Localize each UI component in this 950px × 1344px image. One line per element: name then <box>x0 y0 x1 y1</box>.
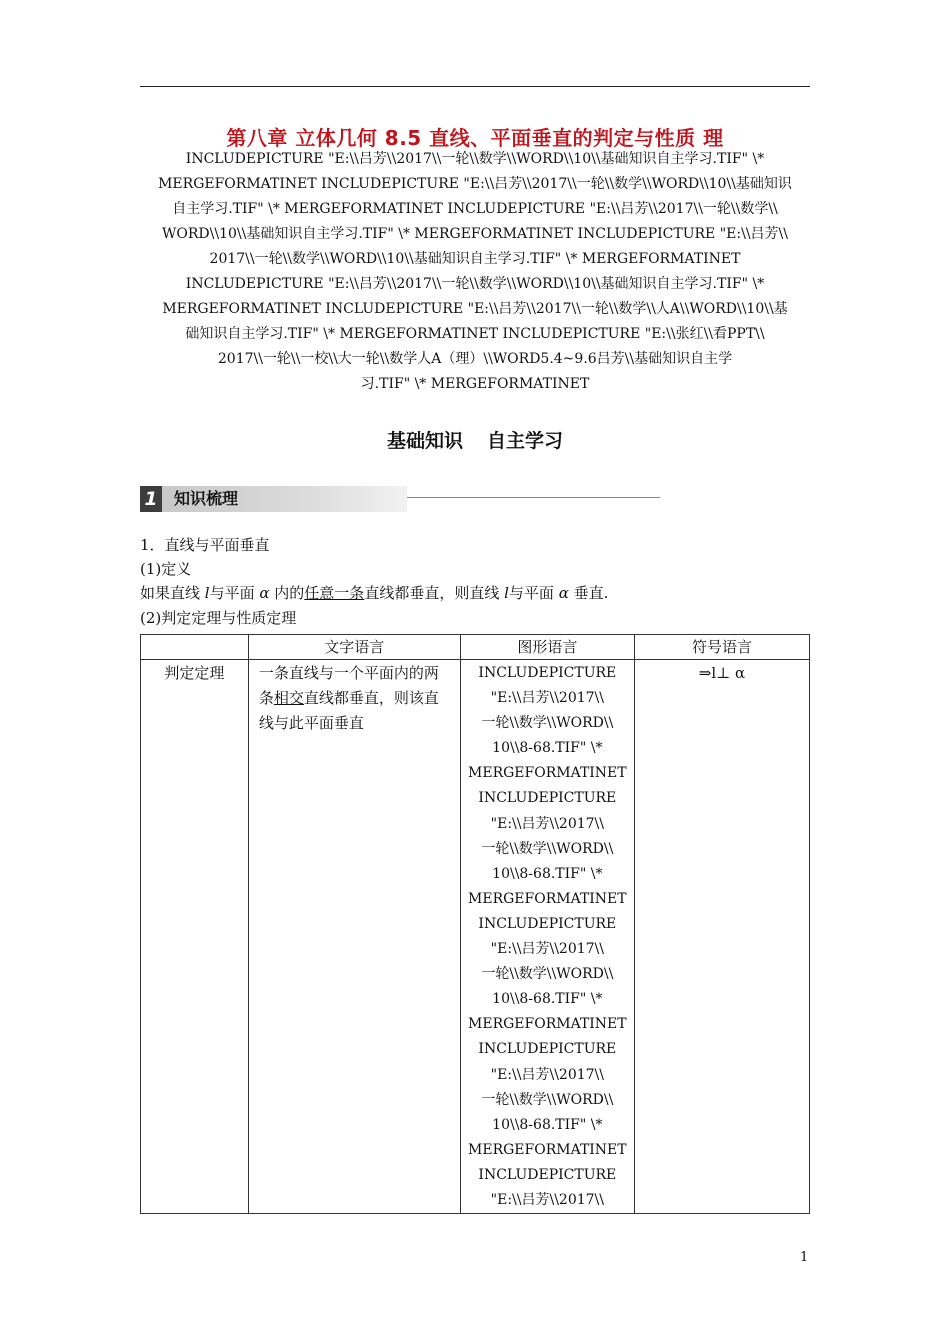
figure-code-line: 一轮\\数学\\WORD\\ <box>481 966 614 983</box>
field-code-line: 自主学习.TIF" \* MERGEFORMATINET INCLUDEPICTURE "E:\\吕芳\\2017\\一轮\\数学\\ <box>172 201 778 217</box>
section-heading-right: 自主学习 <box>487 430 564 452</box>
figure-code-line: INCLUDEPICTURE <box>478 665 617 681</box>
knowledge-bar-number: 1 <box>140 486 162 512</box>
knowledge-bar-line <box>407 497 660 498</box>
figure-code-line: "E:\\吕芳\\2017\\ <box>490 690 604 707</box>
figure-code-line: 一轮\\数学\\WORD\\ <box>481 1091 614 1108</box>
field-code-line: WORD\\10\\基础知识自主学习.TIF" \* MERGEFORMATINET INCLUDEPICTURE "E:\\吕芳\\ <box>162 226 788 242</box>
underlined-term: 任意一条 <box>304 584 365 602</box>
item-heading: 1．直线与平面垂直 <box>140 536 270 554</box>
figure-code-line: 10\\8-68.TIF" \* <box>492 865 603 882</box>
field-code-block <box>140 147 810 397</box>
figure-code-line: MERGEFORMATINET <box>468 1141 627 1158</box>
row-name-cell: 判定定理 <box>141 660 249 1214</box>
figure-code-line: 一轮\\数学\\WORD\\ <box>481 840 614 857</box>
knowledge-bar-label: 知识梳理 <box>162 486 407 512</box>
figure-code-line: 10\\8-68.TIF" \* <box>492 740 603 757</box>
symbol-language-cell: ⇒l⊥ α <box>634 660 809 1214</box>
field-code-line: 2017\\一轮\\数学\\WORD\\10\\基础知识自主学习.TIF" \* MERGEFORMATINET <box>209 251 741 267</box>
figure-code-line: "E:\\吕芳\\2017\\ <box>490 1066 604 1083</box>
section-heading <box>140 426 810 453</box>
table-header-cell: 符号语言 <box>634 635 809 660</box>
table-header-cell: 文字语言 <box>248 635 460 660</box>
field-code-line: MERGEFORMATINET INCLUDEPICTURE "E:\\吕芳\\2017\\一轮\\数学\\WORD\\10\\基础知识 <box>158 176 792 192</box>
field-code-line: 2017\\一轮\\一校\\大一轮\\数学人A（理）\\WORD5.4~9.6吕芳\\基础知识自主学 <box>217 351 733 367</box>
figure-code-line: MERGEFORMATINET <box>468 1016 627 1033</box>
figure-code-line: 10\\8-68.TIF" \* <box>492 991 603 1008</box>
underlined-term: 相交 <box>273 689 304 707</box>
figure-code-line: "E:\\吕芳\\2017\\ <box>490 941 604 958</box>
table-header-cell: 图形语言 <box>460 635 634 660</box>
figure-code-line: MERGEFORMATINET <box>468 890 627 907</box>
figure-code-line: INCLUDEPICTURE <box>478 1041 617 1058</box>
subitem-heading: (2)判定定理与性质定理 <box>140 609 297 627</box>
figure-code-line: 10\\8-68.TIF" \* <box>492 1116 603 1133</box>
figure-code-line: INCLUDEPICTURE <box>478 1166 617 1183</box>
figure-code-line: INCLUDEPICTURE <box>478 915 617 932</box>
table-row <box>141 660 810 1214</box>
table-header-cell <box>141 635 249 660</box>
figure-code-line: INCLUDEPICTURE <box>478 790 617 807</box>
page-title: 第八章 立体几何 8.5 直线、平面垂直的判定与性质 理 <box>226 126 724 150</box>
section-heading-left: 基础知识 <box>386 430 463 452</box>
field-code-line: 础知识自主学习.TIF" \* MERGEFORMATINET INCLUDEPICTURE "E:\\张红\\看PPT\\ <box>185 326 765 342</box>
field-code-line: 习.TIF" \* MERGEFORMATINET <box>360 376 590 392</box>
field-code-line: INCLUDEPICTURE "E:\\吕芳\\2017\\一轮\\数学\\WORD\\10\\基础知识自主学习.TIF" \* <box>185 276 765 292</box>
subitem-heading: (1)定义 <box>140 560 192 578</box>
figure-code-line: 一轮\\数学\\WORD\\ <box>481 715 614 732</box>
field-code-line: INCLUDEPICTURE "E:\\吕芳\\2017\\一轮\\数学\\WORD\\10\\基础知识自主学习.TIF" \* <box>185 151 765 167</box>
figure-code-line: "E:\\吕芳\\2017\\ <box>490 815 604 832</box>
field-code-line: MERGEFORMATINET INCLUDEPICTURE "E:\\吕芳\\2017\\一轮\\数学\\人A\\WORD\\10\\基 <box>162 301 788 317</box>
page-number: 1 <box>800 1250 809 1265</box>
figure-language-cell <box>460 660 634 1214</box>
table-header-row <box>141 635 810 660</box>
figure-code-line: "E:\\吕芳\\2017\\ <box>490 1191 604 1208</box>
figure-code-line: MERGEFORMATINET <box>468 765 627 782</box>
text-language-cell: 一条直线与一个平面内的两条相交直线都垂直，则该直线与此平面垂直 <box>248 660 460 1214</box>
theorem-table <box>140 634 810 1214</box>
definition-text: 如果直线 l与平面 α 内的任意一条直线都垂直，则直线 l与平面 α 垂直. <box>140 584 609 602</box>
header-rule <box>140 86 810 87</box>
